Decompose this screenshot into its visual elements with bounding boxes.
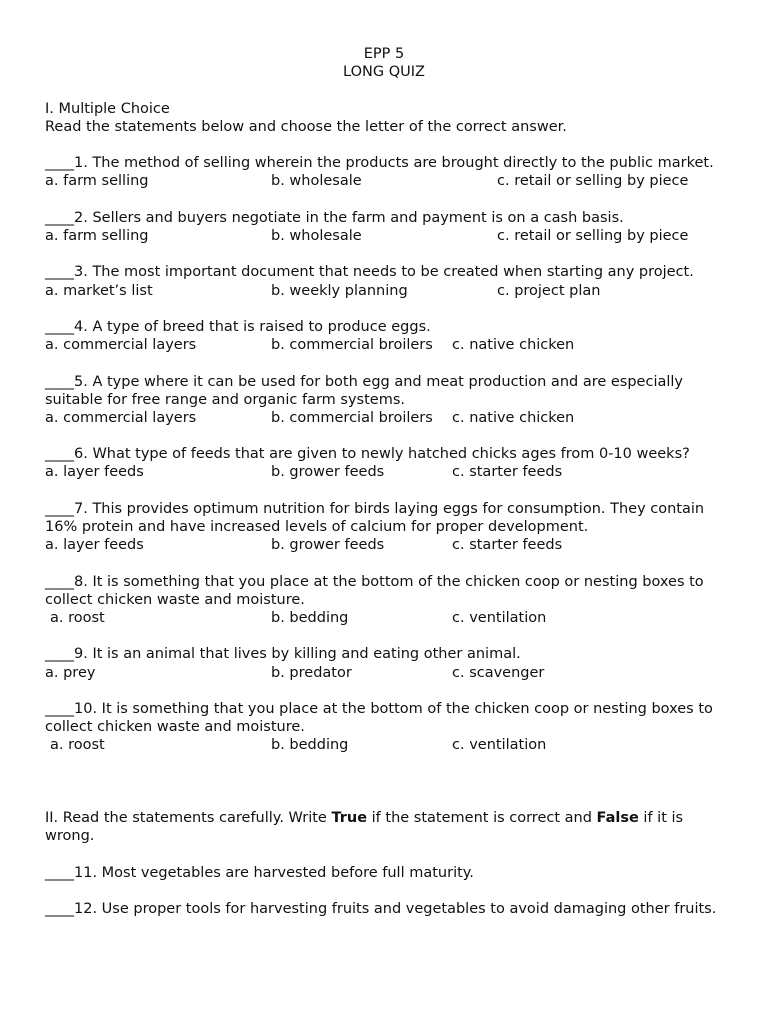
part2-instruction-before: II. Read the statements carefully. Write: [45, 810, 332, 827]
choice-a: a. roost: [50, 737, 105, 754]
false-keyword: False: [596, 810, 639, 827]
choice-b: b. wholesale: [271, 227, 362, 244]
quiz-title: LONG QUIZ: [343, 64, 425, 81]
part2-instruction-after: if it is wrong.: [45, 810, 684, 845]
spacer: [45, 682, 735, 700]
question-11: ____11. Most vegetables are harvested before full maturity.: [45, 864, 474, 881]
question-7: ____7. This provides optimum nutrition for birds laying eggs for consumption. They contain 16% protein and have increased levels of calcium for proper development.: [45, 500, 705, 536]
choice-a: a. roost: [50, 610, 105, 627]
spacer: [45, 882, 735, 900]
choice-a: a. layer feeds: [45, 464, 144, 481]
spacer: [45, 554, 735, 572]
choice-b: b. bedding: [271, 610, 349, 627]
question-12: ____12. Use proper tools for harvesting fruits and vegetables to avoid damaging other fruits.: [45, 901, 717, 918]
part2-instruction-middle: if the statement is correct and: [367, 810, 597, 827]
choices-4: [45, 336, 735, 354]
spacer: [45, 136, 735, 154]
choice-a: a. farm selling: [45, 173, 149, 190]
choice-b: b. grower feeds: [271, 537, 385, 554]
question-10: ____10. It is something that you place at the bottom of the chicken coop or nesting boxes to collect chicken waste and moisture.: [45, 701, 713, 736]
quiz-document: [45, 45, 735, 918]
question-3: ____3. The most important document that needs to be created when starting any project.: [45, 264, 694, 281]
choice-a: a. market’s list: [45, 282, 153, 299]
part1-heading: I. Multiple Choice: [45, 100, 170, 117]
choice-c: c. starter feeds: [452, 464, 563, 481]
choices-7: [45, 536, 735, 554]
choice-b: b. grower feeds: [271, 464, 385, 481]
choices-8: [45, 609, 735, 627]
choices-1: [45, 172, 735, 190]
choice-c: c. retail or selling by piece: [497, 173, 689, 190]
spacer: [45, 300, 735, 318]
true-keyword: True: [331, 810, 368, 827]
choice-c: c. starter feeds: [452, 537, 563, 554]
question-9: ____9. It is an animal that lives by killing and eating other animal.: [45, 646, 521, 663]
choices-9: [45, 664, 735, 682]
choice-c: c. ventilation: [452, 737, 547, 754]
choice-b: b. commercial broilers: [271, 409, 433, 426]
choice-a: a. commercial layers: [45, 409, 197, 426]
question-2: ____2. Sellers and buyers negotiate in the farm and payment is on a cash basis.: [45, 209, 624, 226]
spacer: [45, 627, 735, 645]
question-6: ____6. What type of feeds that are given to newly hatched chicks ages from 0-10 weeks?: [45, 446, 690, 463]
choice-b: b. weekly planning: [271, 282, 408, 299]
question-5: ____5. A type where it can be used for both egg and meat production and are especially suitable for free range and organic farm systems.: [45, 373, 684, 408]
choice-c: c. ventilation: [452, 610, 547, 627]
choice-a: a. layer feeds: [45, 537, 144, 554]
question-8: ____8. It is something that you place at the bottom of the chicken coop or nesting boxes to collect chicken waste and moisture.: [45, 573, 704, 608]
choice-c: c. native chicken: [452, 337, 575, 354]
spacer: [45, 354, 735, 372]
spacer: [45, 81, 735, 99]
choices-5: [45, 409, 735, 427]
choices-3: [45, 282, 735, 300]
choice-c: c. project plan: [497, 282, 601, 299]
choice-a: a. commercial layers: [45, 337, 197, 354]
choices-2: [45, 227, 735, 245]
subject-title: EPP 5: [363, 46, 405, 62]
choices-10: [45, 736, 735, 754]
choice-c: c. scavenger: [452, 664, 545, 681]
choice-c: c. native chicken: [452, 409, 575, 426]
choices-6: [45, 463, 735, 481]
spacer: [45, 191, 735, 209]
choice-a: a. farm selling: [45, 227, 149, 244]
spacer: [45, 846, 735, 864]
spacer: [45, 427, 735, 445]
choice-b: b. predator: [271, 664, 352, 681]
choice-b: b. commercial broilers: [271, 337, 433, 354]
choice-b: b. bedding: [271, 737, 349, 754]
spacer: [45, 245, 735, 263]
part1-instruction: Read the statements below and choose the letter of the correct answer.: [45, 118, 567, 135]
spacer: [45, 755, 735, 810]
question-1: ____1. The method of selling wherein the products are brought directly to the public market.: [45, 155, 714, 172]
question-4: ____4. A type of breed that is raised to produce eggs.: [45, 318, 431, 335]
spacer: [45, 482, 735, 500]
choice-c: c. retail or selling by piece: [497, 227, 689, 244]
part2-instruction: [45, 809, 735, 845]
choice-a: a. prey: [45, 664, 96, 681]
choice-b: b. wholesale: [271, 173, 362, 190]
